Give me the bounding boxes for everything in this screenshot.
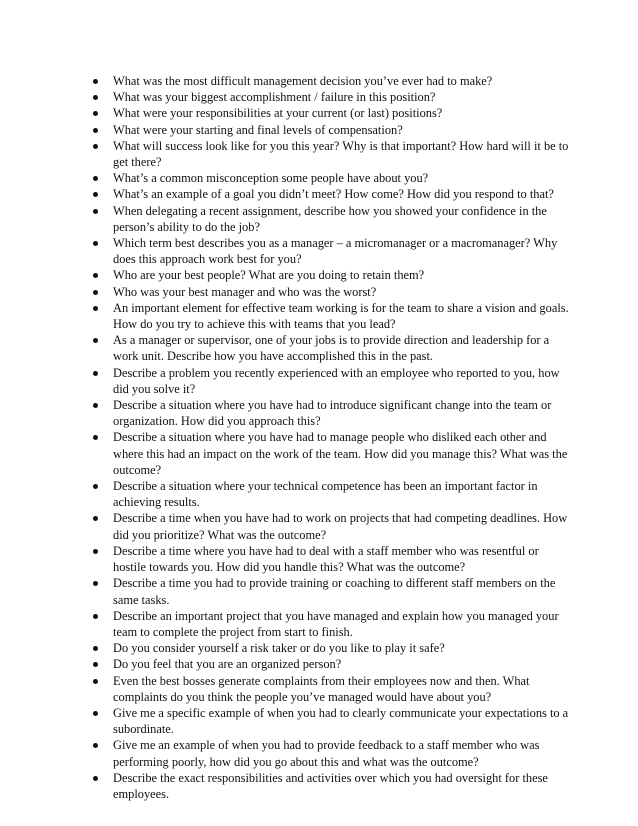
list-item — [90, 203, 570, 235]
question-text: Give me a specific example of when you had to clearly communicate your expectations to a subordinate. — [113, 705, 569, 737]
list-item — [90, 186, 570, 202]
list-item — [90, 543, 570, 575]
question-text: Give me an example of when you had to provide feedback to a staff member who was performing poorly, how did you go about this and what was the outcome? — [113, 738, 540, 769]
bullet-icon — [93, 549, 98, 554]
bullet-icon — [93, 743, 98, 748]
bullet-icon — [93, 192, 98, 197]
bullet-icon — [93, 516, 98, 521]
question-list — [90, 73, 570, 802]
question-text: Even the best bosses generate complaints from their employees now and then. What complaints do you think the people you’ve managed would have about you? — [113, 673, 530, 704]
list-item — [90, 770, 570, 802]
list-item — [90, 478, 570, 510]
list-item — [90, 105, 570, 121]
bullet-icon — [93, 484, 98, 489]
bullet-icon — [93, 371, 98, 376]
list-item — [90, 73, 570, 89]
question-text: Do you consider yourself a risk taker or do you like to play it safe? — [113, 641, 445, 656]
bullet-icon — [93, 95, 98, 100]
question-text: What were your starting and final levels of compensation? — [113, 122, 403, 137]
list-item — [90, 138, 570, 170]
list-item — [90, 673, 570, 705]
question-text: Which term best describes you as a manager – a micromanager or a macromanager? Why does this approach work best for you? — [113, 236, 558, 267]
list-item — [90, 608, 570, 640]
bullet-icon — [93, 306, 98, 311]
question-text: Who was your best manager and who was the worst? — [113, 284, 377, 299]
list-item — [90, 365, 570, 397]
bullet-icon — [93, 241, 98, 246]
question-text: What were your responsibilities at your current (or last) positions? — [113, 106, 443, 121]
list-item — [90, 235, 570, 267]
bullet-icon — [93, 290, 98, 295]
bullet-icon — [93, 111, 98, 116]
question-text: Describe the exact responsibilities and activities over which you had oversight for these employees. — [113, 770, 548, 801]
question-text: Describe a problem you recently experienced with an employee who reported to you, how did you solve it? — [113, 365, 560, 396]
bullet-icon — [93, 79, 98, 84]
list-item — [90, 122, 570, 138]
question-text: Describe a time when you have had to work on projects that had competing deadlines. How did you prioritize? What was the outcome? — [113, 511, 568, 542]
list-item — [90, 575, 570, 607]
bullet-icon — [93, 209, 98, 214]
list-item — [90, 89, 570, 105]
list-item — [90, 429, 570, 478]
question-text: Describe an important project that you have managed and explain how you managed your team to complete the project from start to finish. — [113, 608, 559, 639]
question-text: Describe a time you had to provide training or coaching to different staff members on the same tasks. — [113, 576, 556, 607]
question-text: Describe a situation where you have had to introduce significant change into the team or organization. How did you approach this? — [113, 398, 552, 429]
list-item — [90, 656, 570, 672]
bullet-icon — [93, 176, 98, 181]
bullet-icon — [93, 403, 98, 408]
bullet-icon — [93, 679, 98, 684]
list-item — [90, 300, 570, 332]
bullet-icon — [93, 144, 98, 149]
question-text: What was your biggest accomplishment / failure in this position? — [113, 90, 436, 105]
bullet-icon — [93, 646, 98, 651]
list-item — [90, 267, 570, 283]
bullet-icon — [93, 273, 98, 278]
list-item — [90, 510, 570, 542]
list-item — [90, 705, 570, 737]
question-text: Describe a situation where you have had to manage people who disliked each other and where this had an impact on the work of the team. How did you manage this? What was the outcome? — [113, 430, 568, 477]
question-text: What will success look like for you this year? Why is that important? How hard will it be to get there? — [113, 138, 569, 170]
list-item — [90, 397, 570, 429]
question-text: As a manager or supervisor, one of your jobs is to provide direction and leadership for a work unit. Describe how you have accomplished this in the past. — [113, 333, 550, 364]
list-item — [90, 737, 570, 769]
list-item — [90, 332, 570, 364]
question-text: Describe a situation where your technical competence has been an important factor in achieving results. — [113, 479, 538, 510]
bullet-icon — [93, 711, 98, 716]
question-text: When delegating a recent assignment, describe how you showed your confidence in the person’s ability to do the job? — [113, 203, 547, 234]
question-text: Do you feel that you are an organized person? — [113, 657, 342, 672]
bullet-icon — [93, 614, 98, 619]
question-text: What’s a common misconception some people have about you? — [113, 171, 429, 186]
bullet-icon — [93, 662, 98, 667]
bullet-icon — [93, 776, 98, 781]
list-item — [90, 640, 570, 656]
question-text: Who are your best people? What are you doing to retain them? — [113, 268, 425, 283]
question-text: What’s an example of a goal you didn’t meet? How come? How did you respond to that? — [113, 187, 554, 202]
bullet-icon — [93, 128, 98, 133]
question-text: What was the most difficult management decision you’ve ever had to make? — [113, 74, 493, 88]
question-text: An important element for effective team working is for the team to share a vision and goals. How do you try to achieve this with teams that you lead? — [113, 300, 569, 332]
list-item — [90, 170, 570, 186]
bullet-icon — [93, 581, 98, 586]
list-item — [90, 284, 570, 300]
bullet-icon — [93, 435, 98, 440]
bullet-icon — [93, 338, 98, 343]
question-text: Describe a time where you have had to deal with a staff member who was resentful or hostile towards you. How did you handle this? What was the outcome? — [113, 543, 539, 575]
